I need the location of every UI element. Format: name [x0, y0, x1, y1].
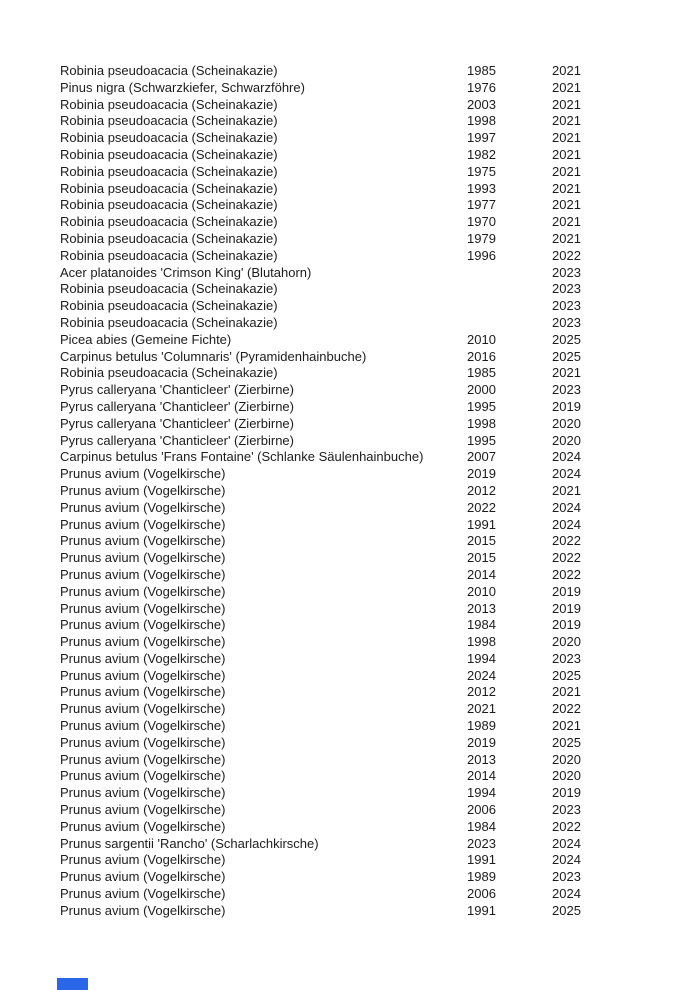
year2-cell: 2021 — [552, 230, 581, 246]
year2-cell: 2024 — [552, 499, 581, 515]
table-row — [60, 130, 700, 147]
table-row — [60, 785, 700, 802]
year1-cell: 2016 — [467, 348, 496, 364]
year1-cell: 2024 — [467, 667, 496, 683]
year1-cell: 1976 — [467, 79, 496, 95]
year1-cell: 1984 — [467, 818, 496, 834]
year1-cell: 1975 — [467, 163, 496, 179]
year1-cell: 2003 — [467, 96, 496, 112]
species-cell: Robinia pseudoacacia (Scheinakazie) — [60, 281, 278, 297]
species-cell: Prunus avium (Vogelkirsche) — [60, 634, 226, 650]
year2-cell: 2019 — [552, 600, 581, 616]
species-cell: Prunus avium (Vogelkirsche) — [60, 516, 226, 532]
year1-cell: 2015 — [467, 533, 496, 549]
year2-cell: 2023 — [552, 802, 581, 818]
table-row — [60, 886, 700, 903]
year1-cell: 2023 — [467, 835, 496, 851]
year1-cell: 2013 — [467, 600, 496, 616]
year1-cell — [467, 265, 552, 282]
species-cell: Robinia pseudoacacia (Scheinakazie) — [60, 63, 278, 78]
table-row — [60, 147, 700, 164]
species-cell: Carpinus betulus 'Frans Fontaine' (Schlanke Säulenhainbuche) — [60, 449, 424, 465]
species-cell: Prunus avium (Vogelkirsche) — [60, 785, 226, 801]
year1-cell: 1979 — [467, 230, 496, 246]
year1-cell: 2019 — [467, 466, 496, 482]
species-cell: Robinia pseudoacacia (Scheinakazie) — [60, 314, 278, 330]
table-row — [60, 869, 700, 886]
year2-cell: 2019 — [552, 617, 581, 633]
species-cell: Prunus avium (Vogelkirsche) — [60, 466, 226, 482]
species-cell: Pyrus calleryana 'Chanticleer' (Zierbirne) — [60, 415, 294, 431]
year1-cell: 1996 — [467, 247, 496, 263]
year1-cell: 1991 — [467, 852, 496, 868]
species-cell: Prunus avium (Vogelkirsche) — [60, 684, 226, 700]
table-row — [60, 668, 700, 685]
species-cell: Prunus avium (Vogelkirsche) — [60, 600, 226, 616]
year2-cell: 2020 — [552, 768, 581, 784]
year2-cell: 2023 — [552, 314, 581, 330]
table-row — [60, 164, 700, 181]
year1-cell: 1970 — [467, 214, 496, 230]
species-cell: Prunus avium (Vogelkirsche) — [60, 818, 226, 834]
species-cell: Robinia pseudoacacia (Scheinakazie) — [60, 214, 278, 230]
species-cell: Prunus avium (Vogelkirsche) — [60, 566, 226, 582]
year2-cell: 2022 — [552, 533, 581, 549]
species-cell: Prunus avium (Vogelkirsche) — [60, 869, 226, 885]
species-cell: Robinia pseudoacacia (Scheinakazie) — [60, 298, 278, 314]
table-row — [60, 651, 700, 668]
table-row — [60, 113, 700, 130]
year2-cell: 2025 — [552, 667, 581, 683]
species-cell: Robinia pseudoacacia (Scheinakazie) — [60, 146, 278, 162]
species-cell: Prunus avium (Vogelkirsche) — [60, 701, 226, 717]
year2-cell: 2021 — [552, 365, 581, 381]
year1-cell: 1985 — [467, 63, 496, 78]
table-row — [60, 752, 700, 769]
year1-cell: 1998 — [467, 415, 496, 431]
year1-cell: 2015 — [467, 550, 496, 566]
year2-cell: 2021 — [552, 684, 581, 700]
year1-cell: 2012 — [467, 482, 496, 498]
species-cell: Prunus avium (Vogelkirsche) — [60, 667, 226, 683]
table-row — [60, 903, 700, 920]
footer-blue-marker[interactable] — [57, 978, 88, 990]
table-row — [60, 802, 700, 819]
table-row — [60, 399, 700, 416]
species-cell: Robinia pseudoacacia (Scheinakazie) — [60, 113, 278, 129]
year2-cell: 2021 — [552, 130, 581, 146]
species-cell: Prunus avium (Vogelkirsche) — [60, 734, 226, 750]
year2-cell: 2022 — [552, 550, 581, 566]
year1-cell: 1982 — [467, 146, 496, 162]
year1-cell: 2010 — [467, 583, 496, 599]
year2-cell: 2021 — [552, 146, 581, 162]
species-cell: Robinia pseudoacacia (Scheinakazie) — [60, 130, 278, 146]
species-cell: Prunus avium (Vogelkirsche) — [60, 886, 226, 902]
year2-cell: 2023 — [552, 382, 581, 398]
table-row — [60, 332, 700, 349]
table-row — [60, 701, 700, 718]
table-row — [60, 517, 700, 534]
year1-cell — [467, 298, 552, 315]
year2-cell: 2019 — [552, 583, 581, 599]
year1-cell: 2013 — [467, 751, 496, 767]
table-row — [60, 466, 700, 483]
table-row — [60, 231, 700, 248]
year2-cell: 2024 — [552, 449, 581, 465]
table-row — [60, 500, 700, 517]
table-row — [60, 449, 700, 466]
species-cell: Robinia pseudoacacia (Scheinakazie) — [60, 365, 278, 381]
species-cell: Prunus avium (Vogelkirsche) — [60, 499, 226, 515]
year2-cell: 2020 — [552, 634, 581, 650]
species-cell: Acer platanoides 'Crimson King' (Blutahorn) — [60, 264, 312, 280]
year1-cell: 2012 — [467, 684, 496, 700]
year2-cell: 2022 — [552, 247, 581, 263]
year2-cell: 2024 — [552, 886, 581, 902]
year1-cell: 2021 — [467, 701, 496, 717]
species-cell: Prunus avium (Vogelkirsche) — [60, 583, 226, 599]
year2-cell: 2023 — [552, 281, 581, 297]
species-cell: Prunus avium (Vogelkirsche) — [60, 482, 226, 498]
year1-cell: 2014 — [467, 566, 496, 582]
table-row — [60, 735, 700, 752]
year2-cell: 2021 — [552, 482, 581, 498]
species-cell: Prunus avium (Vogelkirsche) — [60, 751, 226, 767]
table-row — [60, 416, 700, 433]
year1-cell: 2014 — [467, 768, 496, 784]
table-row — [60, 567, 700, 584]
species-cell: Pinus nigra (Schwarzkiefer, Schwarzföhre) — [60, 79, 305, 95]
year2-cell: 2022 — [552, 818, 581, 834]
year1-cell: 1995 — [467, 432, 496, 448]
year1-cell: 1993 — [467, 180, 496, 196]
year1-cell: 1998 — [467, 634, 496, 650]
table-row — [60, 819, 700, 836]
year2-cell: 2024 — [552, 852, 581, 868]
year1-cell: 1991 — [467, 902, 496, 918]
year1-cell: 1977 — [467, 197, 496, 213]
species-cell: Prunus avium (Vogelkirsche) — [60, 718, 226, 734]
table-row — [60, 768, 700, 785]
table-row — [60, 248, 700, 265]
year2-cell: 2023 — [552, 650, 581, 666]
species-cell: Robinia pseudoacacia (Scheinakazie) — [60, 180, 278, 196]
year2-cell: 2025 — [552, 902, 581, 918]
table-row — [60, 265, 700, 282]
species-cell: Carpinus betulus 'Columnaris' (Pyramidenhainbuche) — [60, 348, 367, 364]
species-cell: Robinia pseudoacacia (Scheinakazie) — [60, 230, 278, 246]
year2-cell: 2022 — [552, 701, 581, 717]
table-row — [60, 836, 700, 853]
year1-cell: 1985 — [467, 365, 496, 381]
year2-cell: 2024 — [552, 466, 581, 482]
species-cell: Prunus avium (Vogelkirsche) — [60, 802, 226, 818]
table-row — [60, 433, 700, 450]
year1-cell: 1989 — [467, 718, 496, 734]
tree-list — [60, 63, 700, 920]
year2-cell: 2024 — [552, 516, 581, 532]
year1-cell: 1984 — [467, 617, 496, 633]
year2-cell: 2023 — [552, 264, 581, 280]
year1-cell: 2006 — [467, 802, 496, 818]
year2-cell: 2023 — [552, 869, 581, 885]
table-row — [60, 315, 700, 332]
species-cell: Prunus avium (Vogelkirsche) — [60, 650, 226, 666]
table-row — [60, 584, 700, 601]
year1-cell: 1995 — [467, 398, 496, 414]
species-cell: Prunus avium (Vogelkirsche) — [60, 550, 226, 566]
table-row — [60, 684, 700, 701]
species-cell: Pyrus calleryana 'Chanticleer' (Zierbirne) — [60, 432, 294, 448]
year2-cell: 2021 — [552, 79, 581, 95]
species-cell: Robinia pseudoacacia (Scheinakazie) — [60, 163, 278, 179]
year1-cell: 1998 — [467, 113, 496, 129]
table-row — [60, 617, 700, 634]
year1-cell: 2022 — [467, 499, 496, 515]
table-row — [60, 181, 700, 198]
year2-cell: 2022 — [552, 566, 581, 582]
table-row — [60, 718, 700, 735]
species-cell: Robinia pseudoacacia (Scheinakazie) — [60, 96, 278, 112]
year1-cell: 2006 — [467, 886, 496, 902]
year1-cell — [467, 315, 552, 332]
year2-cell: 2024 — [552, 835, 581, 851]
table-row — [60, 601, 700, 618]
year2-cell: 2021 — [552, 96, 581, 112]
year2-cell: 2019 — [552, 398, 581, 414]
species-cell: Prunus avium (Vogelkirsche) — [60, 533, 226, 549]
year2-cell: 2020 — [552, 415, 581, 431]
table-row — [60, 80, 700, 97]
year2-cell: 2021 — [552, 214, 581, 230]
table-row — [60, 382, 700, 399]
year2-cell: 2021 — [552, 63, 581, 78]
year2-cell: 2020 — [552, 751, 581, 767]
year2-cell: 2021 — [552, 197, 581, 213]
species-cell: Prunus avium (Vogelkirsche) — [60, 617, 226, 633]
year2-cell: 2021 — [552, 718, 581, 734]
table-row — [60, 214, 700, 231]
species-cell: Prunus avium (Vogelkirsche) — [60, 768, 226, 784]
table-row — [60, 533, 700, 550]
year1-cell: 1994 — [467, 650, 496, 666]
species-cell: Robinia pseudoacacia (Scheinakazie) — [60, 197, 278, 213]
table-row — [60, 197, 700, 214]
year1-cell: 1997 — [467, 130, 496, 146]
year2-cell: 2025 — [552, 734, 581, 750]
year1-cell — [467, 281, 552, 298]
year1-cell: 2019 — [467, 734, 496, 750]
year1-cell: 1991 — [467, 516, 496, 532]
table-row — [60, 550, 700, 567]
year2-cell: 2021 — [552, 163, 581, 179]
species-cell: Prunus sargentii 'Rancho' (Scharlachkirsche) — [60, 835, 319, 851]
year2-cell: 2025 — [552, 331, 581, 347]
species-cell: Pyrus calleryana 'Chanticleer' (Zierbirne) — [60, 398, 294, 414]
year1-cell: 1989 — [467, 869, 496, 885]
table-row — [60, 483, 700, 500]
table-row — [60, 365, 700, 382]
table-row — [60, 852, 700, 869]
year1-cell: 2010 — [467, 331, 496, 347]
table-row — [60, 63, 700, 80]
year2-cell: 2021 — [552, 113, 581, 129]
year2-cell: 2023 — [552, 298, 581, 314]
year1-cell: 2000 — [467, 382, 496, 398]
table-row — [60, 281, 700, 298]
year2-cell: 2021 — [552, 180, 581, 196]
species-cell: Picea abies (Gemeine Fichte) — [60, 331, 232, 347]
year2-cell: 2019 — [552, 785, 581, 801]
species-cell: Prunus avium (Vogelkirsche) — [60, 902, 226, 918]
year2-cell: 2020 — [552, 432, 581, 448]
species-cell: Pyrus calleryana 'Chanticleer' (Zierbirne) — [60, 382, 294, 398]
table-row — [60, 634, 700, 651]
species-cell: Robinia pseudoacacia (Scheinakazie) — [60, 247, 278, 263]
table-row — [60, 349, 700, 366]
year1-cell: 1994 — [467, 785, 496, 801]
table-row — [60, 97, 700, 114]
year2-cell: 2025 — [552, 348, 581, 364]
species-cell: Prunus avium (Vogelkirsche) — [60, 852, 226, 868]
table-row — [60, 298, 700, 315]
year1-cell: 2007 — [467, 449, 496, 465]
